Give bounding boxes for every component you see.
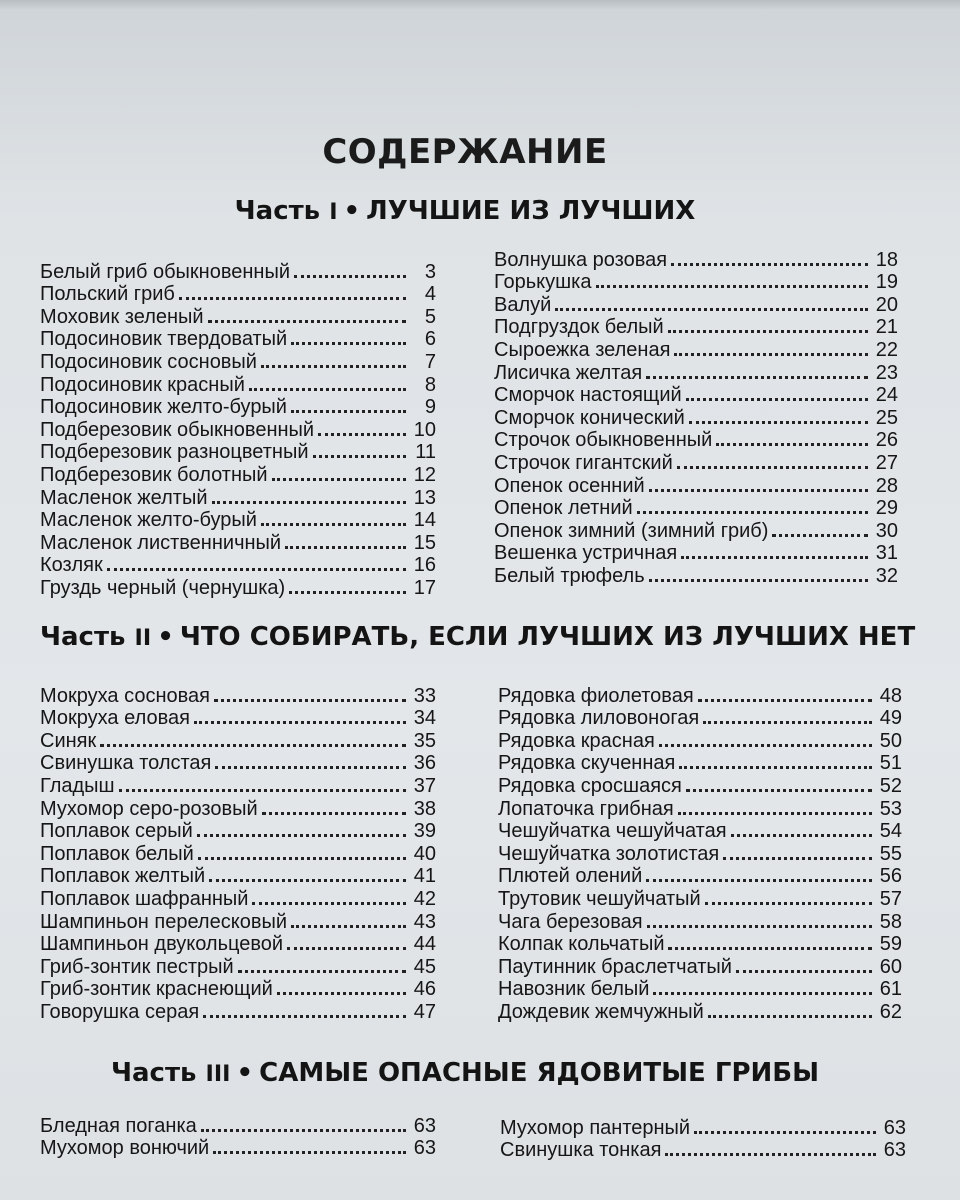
entry-page-number: 44 — [413, 933, 436, 956]
entry-title: Лопаточка грибная — [498, 797, 674, 820]
entry-title: Мокруха еловая — [40, 707, 190, 730]
toc-entry — [40, 797, 436, 820]
dot-leader — [198, 857, 406, 860]
toc-entry — [500, 1139, 906, 1162]
entry-page-number: 28 — [875, 474, 898, 497]
toc-entry — [40, 887, 436, 910]
dot-leader — [119, 789, 406, 792]
dot-leader — [287, 947, 406, 950]
dot-leader — [694, 1131, 876, 1134]
entry-title: Подберезовик разноцветный — [40, 441, 309, 464]
dot-leader — [686, 398, 868, 401]
toc-entry — [40, 774, 436, 797]
dot-leader — [197, 834, 406, 837]
part-numeral: III — [205, 1061, 231, 1087]
entry-page-number: 10 — [413, 418, 436, 441]
dot-leader — [238, 970, 406, 973]
toc-entry — [40, 842, 436, 865]
dot-leader — [100, 744, 406, 747]
toc-entry — [494, 271, 898, 294]
dot-leader — [649, 489, 868, 492]
part-numeral: II — [134, 625, 152, 651]
toc-entry — [40, 260, 436, 283]
entry-title: Мухомор серо-розовый — [40, 797, 258, 820]
toc-entry — [40, 1137, 436, 1160]
entry-title: Чешуйчатка золотистая — [498, 842, 720, 865]
dot-leader — [209, 879, 406, 882]
part-2-left-column — [40, 684, 436, 1023]
entry-page-number: 14 — [413, 509, 436, 532]
toc-entry — [40, 910, 436, 933]
dot-leader — [649, 579, 868, 582]
toc-entry — [40, 531, 436, 554]
part-label: Часть — [234, 196, 321, 226]
entry-title: Масленок желто-бурый — [40, 509, 257, 532]
toc-entry — [40, 865, 436, 888]
part-title: ЛУЧШИЕ ИЗ ЛУЧШИХ — [366, 196, 696, 226]
entry-title: Рядовка скученная — [498, 752, 676, 775]
entry-page-number: 8 — [424, 373, 436, 396]
toc-entry — [500, 1116, 906, 1139]
dot-leader — [272, 478, 406, 481]
entry-page-number: 54 — [879, 820, 902, 843]
entry-page-number: 41 — [413, 865, 436, 888]
entry-page-number: 62 — [879, 1000, 902, 1023]
dot-leader — [723, 857, 872, 860]
dot-leader — [179, 297, 406, 300]
entry-page-number: 63 — [413, 1114, 436, 1137]
entry-title: Масленок лиственничный — [40, 531, 282, 554]
dot-leader — [659, 744, 872, 747]
toc-entry — [498, 910, 902, 933]
part-3-right-column — [500, 1116, 906, 1161]
entry-page-number: 3 — [424, 260, 436, 283]
dot-leader — [671, 263, 868, 266]
entry-title: Подгруздок белый — [494, 316, 664, 339]
entry-title: Колпак кольчатый — [498, 933, 665, 956]
entry-page-number: 22 — [875, 338, 898, 361]
toc-entry — [498, 820, 902, 843]
toc-entry — [40, 328, 436, 351]
dot-leader — [201, 1129, 406, 1132]
entry-page-number: 11 — [415, 441, 436, 464]
toc-entry — [498, 797, 902, 820]
entry-page-number: 38 — [413, 797, 436, 820]
entry-title: Подосиновик твердоватый — [40, 328, 288, 351]
dot-leader — [289, 591, 406, 594]
entry-title: Рядовка сросшаяся — [498, 774, 682, 797]
entry-title: Строчок обыкновенный — [494, 429, 713, 452]
dot-leader — [698, 699, 872, 702]
entry-title: Горькушка — [494, 271, 592, 294]
toc-entry — [40, 509, 436, 532]
entry-title: Бледная поганка — [40, 1114, 197, 1137]
toc-entry — [494, 451, 898, 474]
entry-title: Говорушка серая — [40, 1000, 200, 1023]
entry-page-number: 17 — [413, 576, 436, 599]
toc-entry — [40, 684, 436, 707]
part-title: ЧТО СОБИРАТЬ, ЕСЛИ ЛУЧШИХ ИЗ ЛУЧШИХ НЕТ — [179, 622, 916, 652]
toc-entry — [494, 564, 898, 587]
toc-entry — [40, 576, 436, 599]
entry-title: Белый гриб обыкновенный — [40, 260, 290, 283]
toc-entry — [498, 752, 902, 775]
toc-entry — [494, 519, 898, 542]
entry-title: Мухомор вонючий — [40, 1137, 210, 1160]
entry-title: Сморчок конический — [494, 406, 685, 429]
toc-entry — [494, 406, 898, 429]
toc-entry — [40, 396, 436, 419]
part-bullet: • — [157, 622, 174, 652]
entry-page-number: 5 — [424, 305, 436, 328]
dot-leader — [294, 275, 406, 278]
entry-page-number: 16 — [413, 554, 436, 577]
entry-page-number: 39 — [413, 820, 436, 843]
entry-page-number: 60 — [879, 955, 902, 978]
entry-title: Козляк — [40, 554, 103, 577]
entry-title: Белый трюфель — [494, 564, 645, 587]
dot-leader — [213, 1151, 406, 1154]
entry-title: Сморчок настоящий — [494, 384, 682, 407]
toc-entry — [498, 684, 902, 707]
toc-entry — [498, 707, 902, 730]
part-3-left-column — [40, 1114, 436, 1159]
dot-leader — [674, 353, 868, 356]
dot-leader — [716, 443, 868, 446]
entry-page-number: 40 — [413, 842, 436, 865]
entry-page-number: 34 — [413, 707, 436, 730]
entry-page-number: 63 — [883, 1116, 906, 1139]
dot-leader — [291, 925, 406, 928]
entry-page-number: 27 — [875, 451, 898, 474]
entry-page-number: 20 — [875, 293, 898, 316]
entry-title: Груздь черный (чернушка) — [40, 576, 286, 599]
entry-title: Чага березовая — [498, 910, 643, 933]
entry-page-number: 45 — [413, 955, 436, 978]
page-title: СОДЕРЖАНИЕ — [322, 132, 608, 172]
entry-page-number: 48 — [879, 684, 902, 707]
part-numeral: I — [329, 199, 338, 225]
entry-title: Поплавок шафранный — [40, 887, 249, 910]
dot-leader — [291, 342, 406, 345]
dot-leader — [214, 699, 406, 702]
toc-entry — [494, 474, 898, 497]
entry-title: Рядовка фиолетовая — [498, 684, 694, 707]
entry-title: Опенок осенний — [494, 474, 645, 497]
entry-title: Плютей олений — [498, 865, 643, 888]
dot-leader — [262, 812, 406, 815]
entry-title: Чешуйчатка чешуйчатая — [498, 820, 727, 843]
dot-leader — [689, 421, 868, 424]
entry-title: Опенок летний — [494, 497, 633, 520]
entry-title: Поплавок желтый — [40, 865, 206, 888]
entry-page-number: 56 — [879, 865, 902, 888]
dot-leader — [686, 789, 872, 792]
dot-leader — [203, 1015, 406, 1018]
dot-leader — [646, 376, 868, 379]
dot-leader — [637, 511, 868, 514]
toc-entry — [494, 316, 898, 339]
dot-leader — [212, 501, 407, 504]
entry-title: Трутовик чешуйчатый — [498, 887, 701, 910]
entry-title: Поплавок серый — [40, 820, 193, 843]
toc-entry — [40, 978, 436, 1001]
toc-entry — [40, 305, 436, 328]
entry-title: Строчок гигантский — [494, 451, 673, 474]
entry-page-number: 29 — [875, 497, 898, 520]
toc-entry — [40, 752, 436, 775]
dot-leader — [107, 568, 406, 571]
entry-title: Свинушка толстая — [40, 752, 212, 775]
dot-leader — [313, 455, 407, 458]
toc-entry — [498, 955, 902, 978]
entry-page-number: 24 — [875, 384, 898, 407]
entry-title: Волнушка розовая — [494, 248, 668, 271]
entry-page-number: 52 — [879, 774, 902, 797]
entry-page-number: 57 — [879, 887, 902, 910]
entry-title: Подосиновик желто-бурый — [40, 396, 287, 419]
entry-page-number: 59 — [879, 933, 902, 956]
entry-title: Рядовка лиловоногая — [498, 707, 700, 730]
entry-page-number: 21 — [875, 316, 898, 339]
dot-leader — [261, 523, 406, 526]
toc-entry — [40, 283, 436, 306]
entry-page-number: 63 — [413, 1137, 436, 1160]
dot-leader — [291, 410, 406, 413]
toc-entry — [40, 554, 436, 577]
entry-page-number: 15 — [413, 531, 436, 554]
entry-title: Вешенка устричная — [494, 542, 678, 565]
toc-entry — [40, 373, 436, 396]
entry-page-number: 13 — [413, 486, 436, 509]
entry-page-number: 63 — [883, 1139, 906, 1162]
dot-leader — [646, 879, 872, 882]
entry-title: Подберезовик болотный — [40, 463, 268, 486]
toc-entry — [498, 842, 902, 865]
toc-entry — [40, 707, 436, 730]
entry-page-number: 53 — [879, 797, 902, 820]
toc-entry — [40, 486, 436, 509]
toc-entry — [40, 729, 436, 752]
toc-entry — [498, 865, 902, 888]
toc-entry — [498, 978, 902, 1001]
dot-leader — [647, 925, 872, 928]
entry-title: Паутинник браслетчатый — [498, 955, 732, 978]
entry-page-number: 26 — [875, 429, 898, 452]
entry-page-number: 36 — [413, 752, 436, 775]
toc-entry — [40, 1000, 436, 1023]
toc-entry — [494, 248, 898, 271]
entry-title: Гриб-зонтик пестрый — [40, 955, 234, 978]
entry-page-number: 37 — [413, 774, 436, 797]
entry-page-number: 42 — [413, 887, 436, 910]
entry-page-number: 35 — [413, 729, 436, 752]
dot-leader — [215, 766, 406, 769]
dot-leader — [703, 721, 872, 724]
toc-entry — [494, 384, 898, 407]
entry-page-number: 6 — [424, 328, 436, 351]
entry-title: Навозник белый — [498, 978, 650, 1001]
part-1-left-column — [40, 260, 436, 599]
entry-title: Подосиновик красный — [40, 373, 245, 396]
toc-entry — [494, 497, 898, 520]
toc-entry — [498, 729, 902, 752]
dot-leader — [668, 947, 872, 950]
dot-leader — [194, 721, 406, 724]
part-bullet: • — [236, 1058, 254, 1088]
entry-title: Валуй — [494, 293, 552, 316]
dot-leader — [668, 330, 868, 333]
entry-title: Подберезовик обыкновенный — [40, 418, 315, 441]
toc-entry — [498, 1000, 902, 1023]
dot-leader — [708, 1015, 872, 1018]
entry-page-number: 30 — [875, 519, 898, 542]
entry-title: Мокруха сосновая — [40, 684, 210, 707]
part-3-heading — [0, 1058, 930, 1088]
entry-title: Поплавок белый — [40, 842, 194, 865]
dot-leader — [736, 970, 872, 973]
dot-leader — [731, 834, 872, 837]
part-title: САМЫЕ ОПАСНЫЕ ЯДОВИТЫЕ ГРИБЫ — [259, 1058, 820, 1088]
entry-page-number: 32 — [875, 564, 898, 587]
toc-entry — [494, 293, 898, 316]
entry-page-number: 46 — [413, 978, 436, 1001]
entry-page-number: 43 — [413, 910, 436, 933]
toc-entry — [40, 933, 436, 956]
entry-page-number: 18 — [875, 248, 898, 271]
entry-page-number: 4 — [424, 283, 436, 306]
part-label: Часть — [40, 622, 126, 652]
part-2-right-column — [498, 684, 902, 1023]
part-1-right-column — [494, 248, 898, 587]
dot-leader — [318, 433, 406, 436]
entry-page-number: 19 — [875, 271, 898, 294]
dot-leader — [681, 556, 868, 559]
entry-title: Моховик зеленый — [40, 305, 204, 328]
dot-leader — [665, 1153, 876, 1156]
part-1-heading — [0, 196, 930, 226]
dot-leader — [252, 902, 406, 905]
entry-page-number: 61 — [879, 978, 902, 1001]
dot-leader — [261, 365, 406, 368]
toc-entry — [498, 887, 902, 910]
dot-leader — [555, 308, 868, 311]
part-label: Часть — [110, 1058, 197, 1088]
toc-entry — [498, 774, 902, 797]
toc-entry — [494, 542, 898, 565]
entry-title: Дождевик жемчужный — [498, 1000, 704, 1023]
dot-leader — [249, 388, 406, 391]
toc-entry — [40, 955, 436, 978]
entry-page-number: 55 — [879, 842, 902, 865]
entry-page-number: 9 — [424, 396, 436, 419]
part-2-heading — [40, 622, 915, 652]
dot-leader — [705, 902, 872, 905]
toc-entry — [40, 350, 436, 373]
entry-title: Свинушка тонкая — [500, 1139, 662, 1162]
toc-entry — [40, 441, 436, 464]
toc-entry — [498, 933, 902, 956]
entry-title: Польский гриб — [40, 283, 175, 306]
entry-page-number: 50 — [879, 729, 902, 752]
entry-page-number: 12 — [413, 463, 436, 486]
entry-page-number: 23 — [875, 361, 898, 384]
entry-title: Шампиньон двукольцевой — [40, 933, 284, 956]
page-top-edge — [0, 0, 960, 10]
toc-entry — [40, 1114, 436, 1137]
entry-title: Синяк — [40, 729, 97, 752]
dot-leader — [285, 546, 406, 549]
entry-title: Сыроежка зеленая — [494, 338, 671, 361]
dot-leader — [772, 534, 868, 537]
part-bullet: • — [343, 196, 361, 226]
toc-entry — [40, 820, 436, 843]
entry-title: Лисичка желтая — [494, 361, 643, 384]
dot-leader — [653, 992, 872, 995]
entry-page-number: 7 — [424, 350, 436, 373]
dot-leader — [679, 766, 872, 769]
entry-title: Рядовка красная — [498, 729, 655, 752]
dot-leader — [596, 285, 869, 288]
entry-title: Гриб-зонтик краснеющий — [40, 978, 273, 1001]
toc-entry — [494, 429, 898, 452]
entry-page-number: 51 — [879, 752, 902, 775]
dot-leader — [678, 812, 872, 815]
entry-title: Подосиновик сосновый — [40, 350, 257, 373]
entry-title: Гладыш — [40, 774, 115, 797]
toc-entry — [494, 361, 898, 384]
entry-page-number: 58 — [879, 910, 902, 933]
entry-page-number: 31 — [875, 542, 898, 565]
entry-page-number: 49 — [879, 707, 902, 730]
entry-title: Масленок желтый — [40, 486, 208, 509]
toc-entry — [40, 463, 436, 486]
entry-title: Опенок зимний (зимний гриб) — [494, 519, 769, 542]
dot-leader — [277, 992, 406, 995]
entry-title: Мухомор пантерный — [500, 1116, 691, 1139]
dot-leader — [677, 466, 868, 469]
entry-title: Шампиньон перелесковый — [40, 910, 287, 933]
dot-leader — [208, 320, 406, 323]
entry-page-number: 25 — [875, 406, 898, 429]
entry-page-number: 33 — [413, 684, 436, 707]
toc-entry — [494, 338, 898, 361]
entry-page-number: 47 — [413, 1000, 436, 1023]
toc-entry — [40, 418, 436, 441]
